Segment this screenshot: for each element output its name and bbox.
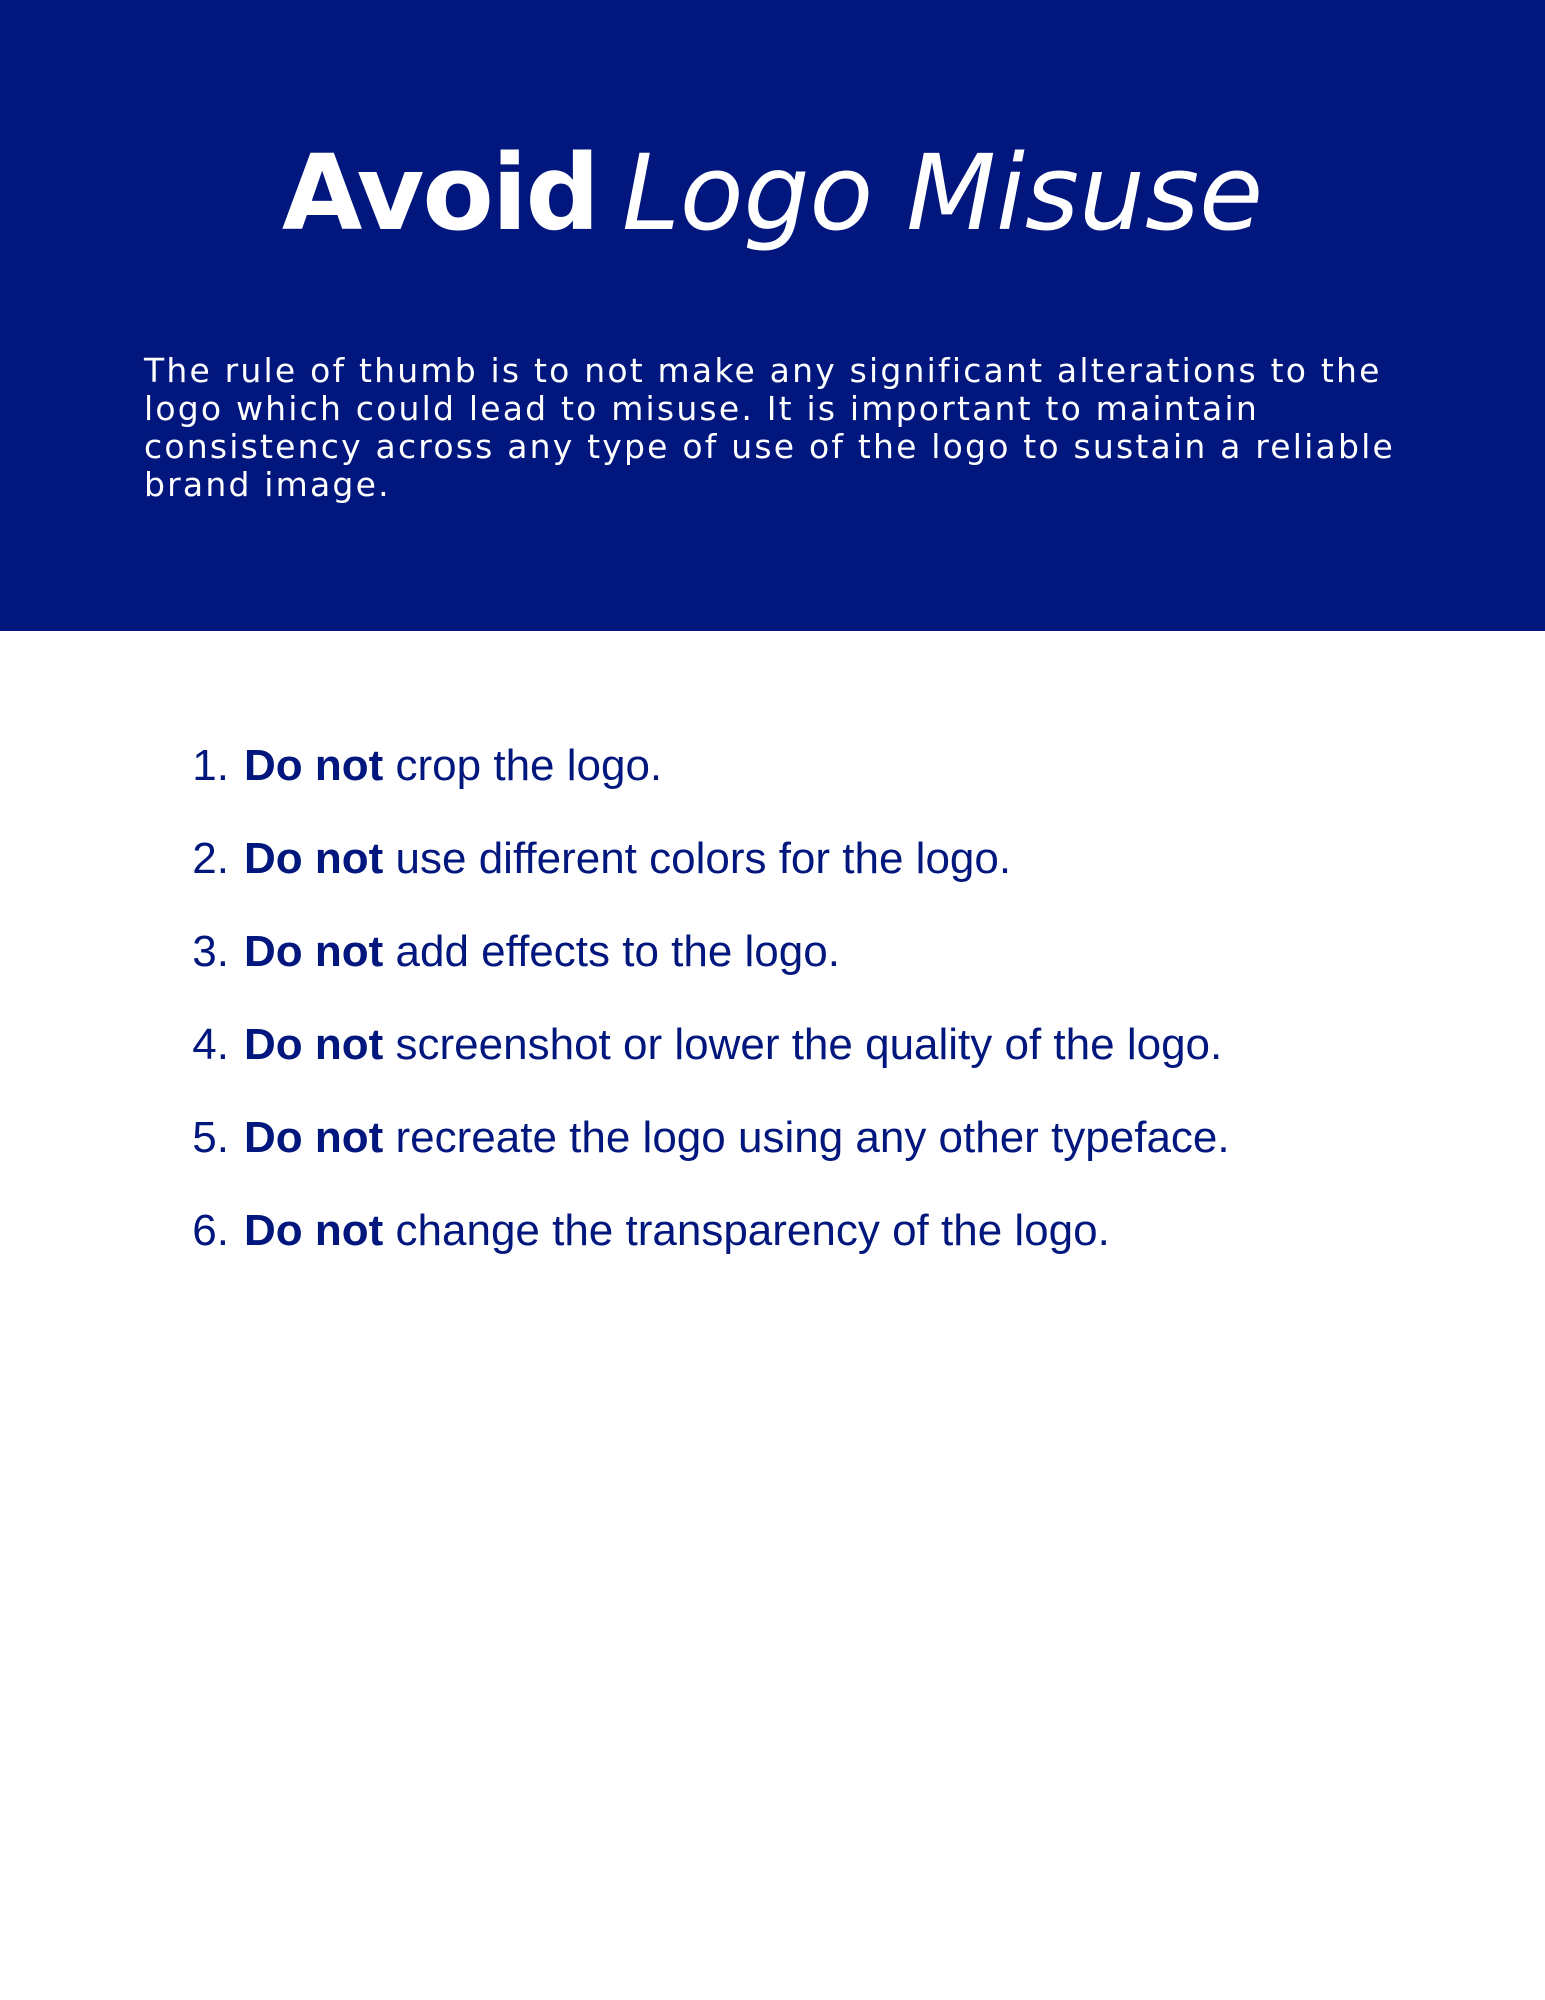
header-band: [0, 0, 1545, 631]
rule-item: [0, 735, 1545, 828]
rule-body: screenshot or lower the quality of the logo.: [395, 1020, 1223, 1069]
rule-text: [244, 1200, 1110, 1262]
page-title: [0, 128, 1545, 258]
intro-paragraph: The rule of thumb is to not make any significant alterations to the logo which could lead to misuse. It is important to maintain consistency across any type of use of the logo to sustain a reliable brand image.: [144, 351, 1395, 504]
rule-item: [0, 828, 1545, 921]
rule-text: [244, 1107, 1230, 1169]
rule-body: recreate the logo using any other typeface.: [395, 1113, 1230, 1162]
rule-text: [244, 828, 1011, 890]
rule-number: 4.: [192, 1020, 229, 1069]
rule-item: [0, 1014, 1545, 1107]
rule-emphasis: Do not: [244, 834, 384, 883]
rule-number: 3.: [192, 927, 229, 976]
rule-number: 6.: [192, 1206, 229, 1255]
rule-text: [244, 1014, 1222, 1076]
rule-item: [0, 921, 1545, 1014]
rules-list: [0, 735, 1545, 1293]
rule-text: [244, 735, 662, 797]
rule-emphasis: Do not: [244, 1113, 384, 1162]
rule-text: [244, 921, 840, 983]
rule-emphasis: Do not: [244, 1020, 384, 1069]
rule-number: 1.: [192, 741, 229, 790]
rule-body: add effects to the logo.: [395, 927, 840, 976]
rule-number: 5.: [192, 1113, 229, 1162]
title-italic-words: Logo Misuse: [621, 132, 1264, 254]
rule-body: use different colors for the logo.: [395, 834, 1012, 883]
rule-emphasis: Do not: [244, 1206, 384, 1255]
rule-item: [0, 1200, 1545, 1293]
rule-body: crop the logo.: [395, 741, 663, 790]
rule-body: change the transparency of the logo.: [395, 1206, 1110, 1255]
rule-number: 2.: [192, 834, 229, 883]
rule-emphasis: Do not: [244, 927, 384, 976]
rule-item: [0, 1107, 1545, 1200]
title-bold-word: Avoid: [281, 132, 598, 254]
rule-emphasis: Do not: [244, 741, 384, 790]
